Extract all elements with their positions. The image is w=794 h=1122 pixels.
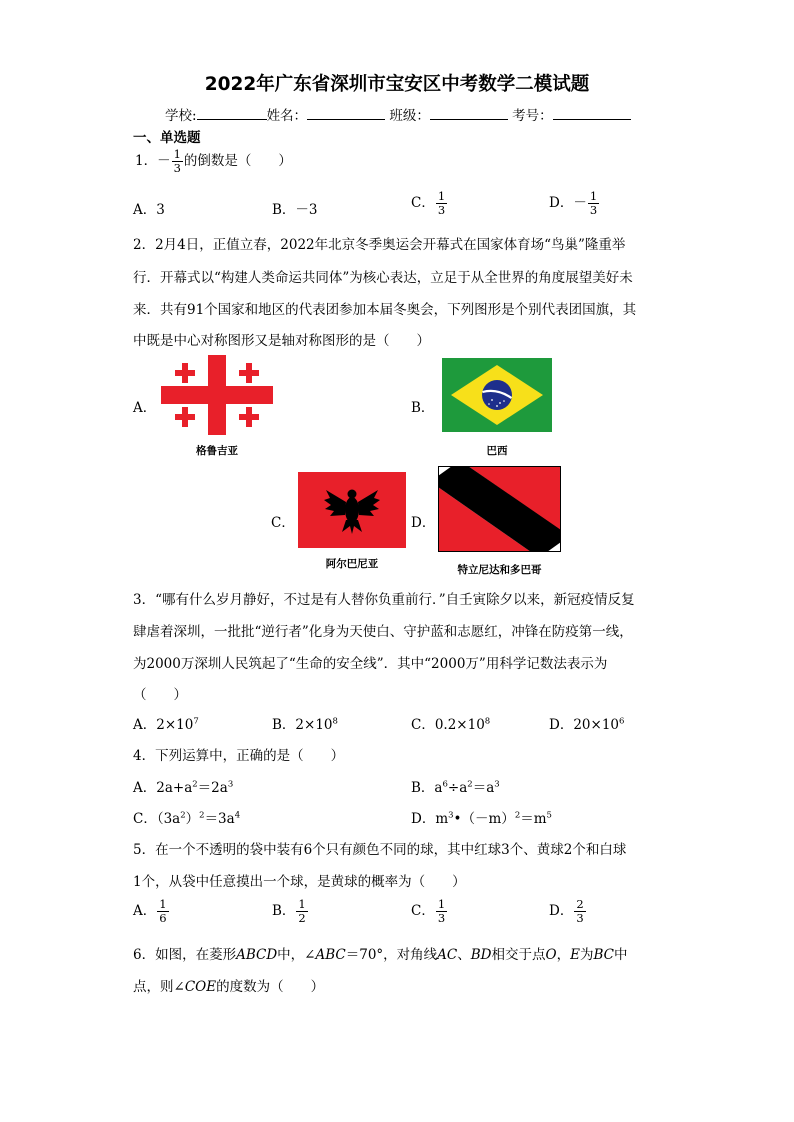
q5-b-label: B． [272, 903, 296, 919]
q4-b-6: 3 [494, 779, 500, 790]
q6-t8: BD [470, 947, 492, 963]
q2-line-2: 行．开幕式以“构建人类命运共同体”为核心表达，立足于从全世界的角度展望美好未 [133, 270, 633, 286]
georgia-flag [161, 355, 273, 435]
q2-option-c-label[interactable]: C． [271, 515, 295, 531]
q5-c-num: 1 [437, 897, 446, 911]
q1-fraction [172, 148, 183, 175]
q5-option-c[interactable] [411, 898, 448, 925]
q5-b-fraction [296, 898, 307, 925]
q1-option-b[interactable]: B．－3 [272, 202, 318, 218]
caption-brazil: 巴西 [486, 445, 508, 457]
q5-d-label: D． [549, 903, 574, 919]
q4-c-5: ＝3a [204, 811, 235, 827]
q4-a-4: 3 [227, 779, 234, 790]
q5-c-fraction [436, 898, 447, 925]
albania-flag [298, 472, 406, 548]
q5-a-den: 6 [159, 911, 167, 925]
q4-d-1: D．m [411, 811, 449, 827]
name-label: 姓名： [266, 108, 308, 124]
q4-option-a[interactable] [133, 776, 233, 796]
q4-d-6: 5 [546, 810, 552, 821]
q3-b-text: B．2×10 [272, 717, 333, 733]
q4-b-3: ÷a [447, 780, 468, 796]
q5-d-fraction [574, 898, 585, 925]
q4-d-3: •（－m） [453, 811, 515, 827]
class-label: 班级： [389, 108, 430, 124]
q5-b-den: 2 [298, 911, 306, 925]
q6-t16: 点，则∠ [133, 979, 185, 995]
class-blank[interactable] [430, 107, 508, 120]
q4-a-3: ＝2a [197, 780, 228, 796]
q1-c-label: C． [411, 195, 435, 211]
q1-c-den: 3 [437, 203, 446, 217]
q2-line-1: 2．2月4日，正值立春，2022年北京冬季奥运会开幕式在国家体育场“鸟巢”隆重举 [133, 237, 626, 253]
q6-t1: 6．如图，在菱形 [133, 947, 237, 963]
q3-option-d[interactable] [549, 713, 624, 733]
q4-a-1: A．2a+a [133, 780, 193, 796]
q5-line-1: 5．在一个不透明的袋中装有6个只有颜色不同的球，其中红球3个、黄球2个和白球 [133, 842, 627, 858]
q6-t11: ， [556, 947, 571, 963]
student-info-line [165, 104, 631, 124]
school-label: 学校: [165, 108, 197, 124]
q4-d-4: 2 [514, 810, 521, 821]
q5-option-b[interactable] [272, 898, 309, 925]
q3-line-3: 为2000万深圳人民筑起了“生命的安全线”．其中“2000万”用科学记数法表示为 [133, 656, 608, 672]
q4-c-3: ） [185, 811, 200, 827]
q6-t10: O [545, 947, 557, 963]
q5-a-num: 1 [159, 897, 167, 911]
q4-d-5: ＝m [520, 811, 547, 827]
q5-c-den: 3 [437, 911, 446, 925]
trinidad-tobago-flag [438, 466, 561, 552]
q6-line-2 [133, 975, 324, 995]
q5-line-2: 1个，从袋中任意摸出一个球，是黄球的概率为（ ） [133, 874, 466, 890]
q5-d-den: 3 [576, 911, 584, 925]
q6-t4: ABC [315, 947, 346, 963]
exam-no-blank[interactable] [553, 107, 631, 120]
q6-line-1 [133, 943, 627, 963]
q2-option-b-label[interactable]: B． [411, 400, 435, 416]
q4-d-2: 3 [448, 810, 454, 821]
q1-number: 1． [135, 153, 158, 169]
q6-t18: 的度数为（ ） [216, 979, 325, 995]
section-heading: 一、单选题 [133, 130, 201, 146]
q1-neg: － [157, 153, 171, 169]
q4-b-1: B．a [411, 780, 443, 796]
q3-a-exp: 7 [193, 716, 199, 727]
caption-georgia: 格鲁吉亚 [196, 445, 238, 457]
q4-option-d[interactable] [411, 807, 552, 827]
q1-option-d[interactable] [549, 190, 600, 217]
q3-c-exp: 8 [484, 716, 491, 727]
q1-d-label: D．－ [549, 195, 587, 211]
q5-option-d[interactable] [549, 898, 587, 925]
q6-t13: 为 [579, 947, 594, 963]
q3-line-2: 肆虐着深圳，一批批“逆行者”化身为天使白、守护蓝和志愿红，冲锋在防疫第一线， [133, 624, 633, 640]
school-blank[interactable] [197, 107, 267, 120]
question-1-stem [135, 148, 292, 175]
q6-t15: 中 [613, 947, 628, 963]
q4-option-c[interactable] [133, 807, 240, 827]
q5-c-label: C． [411, 903, 435, 919]
q4-option-b[interactable] [411, 776, 500, 796]
brazil-flag [442, 358, 552, 432]
q2-line-3: 来．共有91个国家和地区的代表团参加本届冬奥会，下列图形是个别代表团国旗，其 [133, 302, 637, 318]
q6-t14: BC [593, 947, 614, 963]
q3-line-1: 3．“哪有什么岁月静好，不过是有人替你负重前行．”自壬寅除夕以来，新冠疫情反复 [133, 592, 635, 608]
q2-line-4: 中既是中心对称图形又是轴对称图形的是（ ） [133, 333, 430, 349]
q6-t6: AC [437, 947, 458, 963]
q4-b-5: ＝a [472, 780, 495, 796]
q4-b-4: 2 [467, 779, 473, 790]
q2-option-d-label[interactable]: D． [411, 515, 436, 531]
q1-d-den: 3 [589, 203, 598, 217]
q1-fraction-num: 1 [173, 147, 181, 161]
caption-trinidad-tobago: 特立尼达和多巴哥 [457, 564, 542, 576]
q1-option-c[interactable] [411, 190, 448, 217]
q3-option-a[interactable] [133, 713, 199, 733]
q5-b-num: 1 [298, 897, 306, 911]
q6-t9: 相交于点 [491, 947, 546, 963]
q4-stem: 4．下列运算中，正确的是（ ） [133, 748, 345, 764]
q5-option-a[interactable] [133, 898, 170, 925]
q1-c-fraction [436, 190, 447, 217]
exam-no-label: 考号： [512, 108, 553, 124]
q4-b-2: 6 [442, 779, 448, 790]
q4-c-2: 2 [180, 810, 186, 821]
q6-t17: COE [184, 979, 217, 995]
q6-t3: 中，∠ [277, 947, 316, 963]
q6-t5: ＝70°，对角线 [345, 947, 438, 963]
q3-a-text: A．2×10 [133, 717, 194, 733]
q3-line-4: （ ） [133, 687, 187, 703]
q5-a-label: A． [133, 903, 157, 919]
q4-a-2: 2 [192, 779, 198, 790]
q3-option-c[interactable] [411, 713, 490, 733]
q1-d-num: 1 [589, 189, 598, 203]
q3-b-exp: 8 [332, 716, 338, 727]
q6-t12: E [570, 947, 580, 963]
q4-c-4: 2 [199, 810, 205, 821]
q4-c-6: 4 [234, 810, 241, 821]
q2-option-a-label[interactable]: A． [133, 400, 157, 416]
q3-d-exp: 6 [619, 716, 625, 727]
q1-c-num: 1 [437, 189, 446, 203]
caption-albania: 阿尔巴尼亚 [325, 558, 379, 570]
q6-t2: ABCD [236, 947, 278, 963]
q4-c-1: C．（3a [133, 811, 181, 827]
q3-option-b[interactable] [272, 713, 338, 733]
q1-d-fraction [588, 190, 599, 217]
q1-fraction-den: 3 [173, 161, 181, 175]
q3-d-text: D．20×10 [549, 717, 619, 733]
q1-option-a[interactable]: A．3 [133, 202, 165, 218]
exam-title: 2022年广东省深圳市宝安区中考数学二模试题 [204, 74, 590, 95]
q6-t7: 、 [457, 947, 471, 963]
q5-d-num: 2 [576, 897, 584, 911]
q3-c-text: C．0.2×10 [411, 717, 485, 733]
q1-rest: 的倒数是（ ） [183, 153, 292, 169]
q5-a-fraction [157, 898, 168, 925]
name-blank[interactable] [307, 107, 385, 120]
